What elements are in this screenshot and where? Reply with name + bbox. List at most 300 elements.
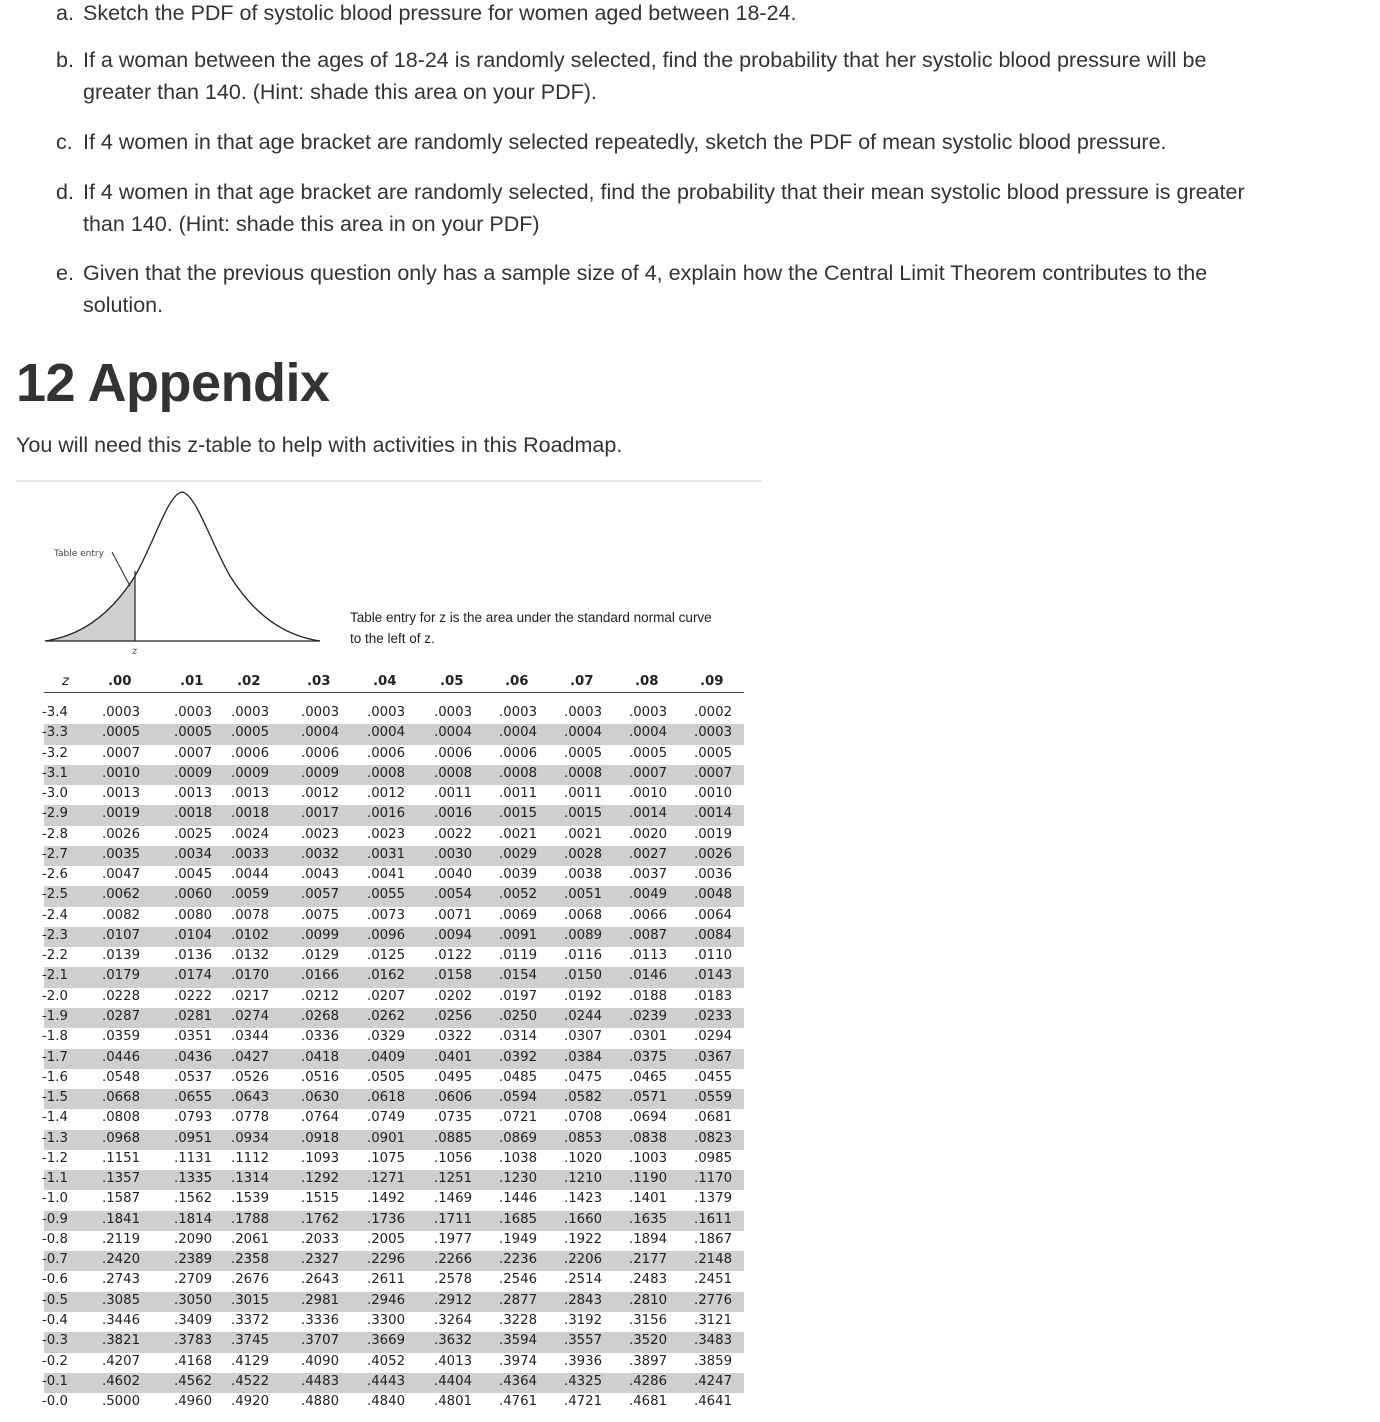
table-cell: .0003 bbox=[564, 705, 603, 720]
table-cell: .2843 bbox=[564, 1292, 603, 1308]
table-cell: .2451 bbox=[694, 1272, 733, 1288]
table-cell: .0268 bbox=[301, 1008, 340, 1024]
table-cell: .2420 bbox=[102, 1252, 141, 1268]
table-cell: .0037 bbox=[629, 867, 668, 883]
z-value: -0.6 bbox=[42, 1272, 68, 1288]
table-cell: .0087 bbox=[629, 927, 668, 943]
table-cell: .0008 bbox=[434, 765, 473, 781]
table-cell: .0018 bbox=[174, 806, 213, 822]
table-cell: .0035 bbox=[102, 846, 141, 862]
table-cell: .2148 bbox=[694, 1252, 733, 1268]
table-row bbox=[44, 1251, 744, 1271]
z-value: -1.7 bbox=[42, 1049, 68, 1065]
caption-line-1: Table entry for z is the area under the standard normal curve bbox=[350, 610, 712, 625]
table-cell: .1841 bbox=[102, 1211, 141, 1227]
table-row bbox=[44, 1109, 744, 1129]
table-cell: .0455 bbox=[694, 1069, 733, 1085]
column-header: .09 bbox=[700, 674, 724, 689]
table-cell: .3936 bbox=[564, 1353, 603, 1369]
table-cell: .0708 bbox=[564, 1110, 603, 1126]
table-cell: .3859 bbox=[694, 1353, 733, 1369]
table-cell: .0516 bbox=[301, 1069, 340, 1085]
z-value: -2.9 bbox=[42, 806, 68, 822]
table-cell: .1210 bbox=[564, 1171, 603, 1187]
table-cell: .0146 bbox=[629, 968, 668, 984]
table-cell: .2981 bbox=[301, 1292, 340, 1308]
table-cell: .0034 bbox=[174, 846, 213, 862]
table-cell: .0011 bbox=[499, 786, 538, 802]
table-cell: .4721 bbox=[564, 1394, 603, 1410]
table-cell: .1056 bbox=[434, 1150, 473, 1166]
z-table bbox=[44, 672, 744, 1413]
question-label: a. bbox=[56, 1, 74, 25]
table-cell: .1003 bbox=[629, 1150, 668, 1166]
table-cell: .0019 bbox=[694, 826, 733, 842]
table-cell: .4681 bbox=[629, 1394, 668, 1410]
table-row bbox=[44, 704, 744, 724]
table-cell: .0096 bbox=[367, 927, 406, 943]
table-row bbox=[44, 1312, 744, 1332]
table-cell: .0207 bbox=[367, 988, 406, 1004]
table-cell: .2546 bbox=[499, 1272, 538, 1288]
table-cell: .2005 bbox=[367, 1231, 406, 1247]
table-cell: .4960 bbox=[174, 1394, 213, 1410]
table-cell: .0078 bbox=[231, 907, 270, 923]
table-cell: .0003 bbox=[231, 705, 270, 720]
table-cell: .0594 bbox=[499, 1090, 538, 1106]
table-cell: .0028 bbox=[564, 846, 603, 862]
z-value: -0.3 bbox=[42, 1333, 68, 1349]
table-cell: .4483 bbox=[301, 1373, 340, 1389]
table-cell: .0359 bbox=[102, 1029, 141, 1045]
table-cell: .0009 bbox=[231, 765, 270, 781]
table-cell: .0006 bbox=[231, 745, 270, 761]
table-cell: .3707 bbox=[301, 1333, 340, 1349]
table-cell: .0030 bbox=[434, 846, 473, 862]
table-cell: .0132 bbox=[231, 948, 270, 964]
table-cell: .0192 bbox=[564, 988, 603, 1004]
table-cell: .1922 bbox=[564, 1231, 603, 1247]
table-cell: .4207 bbox=[102, 1353, 141, 1369]
z-value: -2.1 bbox=[42, 968, 68, 984]
z-value: -2.6 bbox=[42, 867, 68, 883]
table-cell: .0934 bbox=[231, 1130, 270, 1146]
column-header: .06 bbox=[505, 674, 529, 689]
table-cell: .1038 bbox=[499, 1150, 538, 1166]
table-cell: .0119 bbox=[499, 948, 538, 964]
table-cell: .1379 bbox=[694, 1191, 733, 1207]
table-cell: .1357 bbox=[102, 1171, 141, 1187]
z-value: -2.5 bbox=[42, 887, 68, 903]
table-cell: .2266 bbox=[434, 1252, 473, 1268]
table-cell: .0010 bbox=[102, 765, 141, 781]
column-header: .05 bbox=[440, 674, 464, 689]
table-cell: .0150 bbox=[564, 968, 603, 984]
table-cell: .1562 bbox=[174, 1191, 213, 1207]
table-cell: .1446 bbox=[499, 1191, 538, 1207]
table-cell: .0036 bbox=[694, 867, 733, 883]
column-header: .04 bbox=[373, 674, 397, 689]
table-cell: .2389 bbox=[174, 1252, 213, 1268]
table-cell: .2177 bbox=[629, 1252, 668, 1268]
table-cell: .3409 bbox=[174, 1312, 213, 1328]
table-cell: .0038 bbox=[564, 867, 603, 883]
z-value: -0.7 bbox=[42, 1252, 68, 1268]
table-cell: .2090 bbox=[174, 1231, 213, 1247]
table-cell: .0003 bbox=[694, 725, 733, 741]
table-cell: .4443 bbox=[367, 1373, 406, 1389]
table-cell: .0023 bbox=[301, 826, 340, 842]
table-cell: .3228 bbox=[499, 1312, 538, 1328]
column-header: .00 bbox=[108, 674, 132, 689]
table-cell: .0011 bbox=[564, 786, 603, 802]
z-value: -1.8 bbox=[42, 1029, 68, 1045]
table-row bbox=[44, 1271, 744, 1291]
table-cell: .0049 bbox=[629, 887, 668, 903]
table-cell: .1492 bbox=[367, 1191, 406, 1207]
column-header: .03 bbox=[307, 674, 331, 689]
table-cell: .0418 bbox=[301, 1049, 340, 1065]
table-cell: .0091 bbox=[499, 927, 538, 943]
table-cell: .0179 bbox=[102, 968, 141, 984]
section-intro: You will need this z-table to help with activities in this Roadmap. bbox=[16, 433, 623, 457]
table-cell: .0170 bbox=[231, 968, 270, 984]
table-cell: .0048 bbox=[694, 887, 733, 903]
table-cell: .0089 bbox=[564, 927, 603, 943]
table-cell: .0136 bbox=[174, 948, 213, 964]
caption-line-2: to the left of z. bbox=[350, 631, 435, 646]
table-cell: .4522 bbox=[231, 1373, 270, 1389]
table-cell: .0475 bbox=[564, 1069, 603, 1085]
z-value: -2.8 bbox=[42, 826, 68, 842]
table-cell: .0005 bbox=[564, 745, 603, 761]
table-cell: .0643 bbox=[231, 1090, 270, 1106]
table-cell: .4247 bbox=[694, 1373, 733, 1389]
table-cell: .3557 bbox=[564, 1333, 603, 1349]
table-row bbox=[44, 1231, 744, 1251]
z-value: -3.1 bbox=[42, 765, 68, 781]
table-cell: .0080 bbox=[174, 907, 213, 923]
table-cell: .1131 bbox=[174, 1150, 213, 1166]
table-cell: .0158 bbox=[434, 968, 473, 984]
table-cell: .0008 bbox=[499, 765, 538, 781]
table-cell: .1335 bbox=[174, 1171, 213, 1187]
z-value: -1.5 bbox=[42, 1090, 68, 1106]
table-cell: .0039 bbox=[499, 867, 538, 883]
table-cell: .1271 bbox=[367, 1171, 406, 1187]
table-cell: .0004 bbox=[434, 725, 473, 741]
z-value: -0.4 bbox=[42, 1312, 68, 1328]
table-cell: .1515 bbox=[301, 1191, 340, 1207]
table-cell: .2946 bbox=[367, 1292, 406, 1308]
table-cell: .0020 bbox=[629, 826, 668, 842]
table-cell: .0143 bbox=[694, 968, 733, 984]
z-axis-label: z bbox=[132, 646, 138, 656]
table-cell: .2033 bbox=[301, 1231, 340, 1247]
z-value: -0.0 bbox=[42, 1394, 68, 1410]
table-row bbox=[44, 1211, 744, 1231]
table-cell: .2119 bbox=[102, 1231, 141, 1247]
z-value: -2.4 bbox=[42, 907, 68, 923]
table-cell: .0008 bbox=[564, 765, 603, 781]
table-cell: .1314 bbox=[231, 1171, 270, 1187]
table-cell: .0526 bbox=[231, 1069, 270, 1085]
table-cell: .0495 bbox=[434, 1069, 473, 1085]
table-cell: .0014 bbox=[629, 806, 668, 822]
table-row bbox=[44, 724, 744, 744]
table-cell: .1112 bbox=[231, 1150, 270, 1166]
table-cell: .1292 bbox=[301, 1171, 340, 1187]
table-cell: .4286 bbox=[629, 1373, 668, 1389]
table-cell: .2327 bbox=[301, 1252, 340, 1268]
table-cell: .0013 bbox=[231, 786, 270, 802]
table-cell: .0045 bbox=[174, 867, 213, 883]
table-cell: .0004 bbox=[564, 725, 603, 741]
table-row bbox=[44, 967, 744, 987]
table-row bbox=[44, 805, 744, 825]
table-cell: .0392 bbox=[499, 1049, 538, 1065]
table-cell: .0222 bbox=[174, 988, 213, 1004]
table-cell: .2877 bbox=[499, 1292, 538, 1308]
table-cell: .0427 bbox=[231, 1049, 270, 1065]
table-cell: .0367 bbox=[694, 1049, 733, 1065]
table-row bbox=[44, 907, 744, 927]
table-cell: .0183 bbox=[694, 988, 733, 1004]
table-cell: .0082 bbox=[102, 907, 141, 923]
table-cell: .0044 bbox=[231, 867, 270, 883]
table-cell: .1020 bbox=[564, 1150, 603, 1166]
z-value: -3.0 bbox=[42, 786, 68, 802]
table-cell: .0188 bbox=[629, 988, 668, 1004]
table-cell: .0026 bbox=[694, 846, 733, 862]
table-cell: .0004 bbox=[367, 725, 406, 741]
table-cell: .0043 bbox=[301, 867, 340, 883]
z-value: -2.2 bbox=[42, 948, 68, 964]
table-cell: .0007 bbox=[102, 745, 141, 761]
table-cell: .0015 bbox=[499, 806, 538, 822]
table-cell: .4013 bbox=[434, 1353, 473, 1369]
z-value: -0.8 bbox=[42, 1231, 68, 1247]
table-cell: .0022 bbox=[434, 826, 473, 842]
table-cell: .0099 bbox=[301, 927, 340, 943]
table-cell: .0329 bbox=[367, 1029, 406, 1045]
table-cell: .4090 bbox=[301, 1353, 340, 1369]
table-cell: .0005 bbox=[231, 725, 270, 741]
table-cell: .0256 bbox=[434, 1008, 473, 1024]
table-cell: .0003 bbox=[174, 705, 213, 720]
table-cell: .0294 bbox=[694, 1029, 733, 1045]
table-cell: .0314 bbox=[499, 1029, 538, 1045]
table-cell: .2061 bbox=[231, 1231, 270, 1247]
table-cell: .0073 bbox=[367, 907, 406, 923]
table-row bbox=[44, 1332, 744, 1352]
table-cell: .3632 bbox=[434, 1333, 473, 1349]
question-text: If 4 women in that age bracket are randomly selected, find the probability that their mean systolic blood pressure is greater bbox=[83, 180, 1245, 204]
table-cell: .0066 bbox=[629, 907, 668, 923]
question-d bbox=[56, 176, 1366, 240]
question-e bbox=[56, 257, 1366, 321]
table-cell: .0004 bbox=[301, 725, 340, 741]
table-cell: .0250 bbox=[499, 1008, 538, 1024]
z-value: -0.1 bbox=[42, 1373, 68, 1389]
table-cell: .0012 bbox=[367, 786, 406, 802]
table-cell: .0007 bbox=[629, 765, 668, 781]
table-cell: .0281 bbox=[174, 1008, 213, 1024]
table-row bbox=[44, 1170, 744, 1190]
table-cell: .0031 bbox=[367, 846, 406, 862]
table-cell: .0069 bbox=[499, 907, 538, 923]
table-cell: .0853 bbox=[564, 1130, 603, 1146]
table-cell: .2676 bbox=[231, 1272, 270, 1288]
table-cell: .0060 bbox=[174, 887, 213, 903]
table-cell: .0559 bbox=[694, 1090, 733, 1106]
table-cell: .3520 bbox=[629, 1333, 668, 1349]
table-cell: .0006 bbox=[367, 745, 406, 761]
table-cell: .1190 bbox=[629, 1171, 668, 1187]
table-cell: .1170 bbox=[694, 1171, 733, 1187]
table-cell: .0409 bbox=[367, 1049, 406, 1065]
table-cell: .1401 bbox=[629, 1191, 668, 1207]
table-cell: .1611 bbox=[694, 1211, 733, 1227]
table-row bbox=[44, 886, 744, 906]
table-cell: .0003 bbox=[629, 705, 668, 720]
table-row bbox=[44, 745, 744, 765]
table-cell: .0010 bbox=[694, 786, 733, 802]
table-row bbox=[44, 1049, 744, 1069]
table-row bbox=[44, 1292, 744, 1312]
question-c bbox=[56, 126, 1366, 158]
table-cell: .0009 bbox=[174, 765, 213, 781]
table-row bbox=[44, 988, 744, 1008]
question-text: If 4 women in that age bracket are randomly selected repeatedly, sketch the PDF of mean systolic blood pressure. bbox=[83, 130, 1167, 154]
table-cell: .3897 bbox=[629, 1353, 668, 1369]
table-cell: .4129 bbox=[231, 1353, 270, 1369]
table-cell: .3192 bbox=[564, 1312, 603, 1328]
table-cell: .0006 bbox=[301, 745, 340, 761]
table-cell: .0287 bbox=[102, 1008, 141, 1024]
z-value: -1.0 bbox=[42, 1191, 68, 1207]
table-cell: .0013 bbox=[102, 786, 141, 802]
table-cell: .2296 bbox=[367, 1252, 406, 1268]
table-cell: .3483 bbox=[694, 1333, 733, 1349]
question-label: c. bbox=[56, 130, 73, 154]
table-cell: .0027 bbox=[629, 846, 668, 862]
table-cell: .0059 bbox=[231, 887, 270, 903]
table-cell: .0003 bbox=[102, 705, 141, 720]
table-cell: .0107 bbox=[102, 927, 141, 943]
table-cell: .0116 bbox=[564, 948, 603, 964]
table-cell: .0005 bbox=[102, 725, 141, 741]
table-cell: .0630 bbox=[301, 1090, 340, 1106]
table-cell: .2236 bbox=[499, 1252, 538, 1268]
table-cell: .2358 bbox=[231, 1252, 270, 1268]
table-cell: .2611 bbox=[367, 1272, 406, 1288]
table-cell: .0013 bbox=[174, 786, 213, 802]
z-value: -0.9 bbox=[42, 1211, 68, 1227]
table-cell: .0040 bbox=[434, 867, 473, 883]
table-cell: .3372 bbox=[231, 1312, 270, 1328]
table-cell: .4840 bbox=[367, 1394, 406, 1410]
table-cell: .0918 bbox=[301, 1130, 340, 1146]
table-cell: .0019 bbox=[102, 806, 141, 822]
normal-curve-figure bbox=[40, 486, 360, 656]
z-value: -0.2 bbox=[42, 1353, 68, 1369]
table-cell: .3050 bbox=[174, 1292, 213, 1308]
divider bbox=[16, 480, 762, 482]
table-cell: .1230 bbox=[499, 1171, 538, 1187]
z-value: -3.3 bbox=[42, 725, 68, 741]
table-cell: .0322 bbox=[434, 1029, 473, 1045]
table-cell: .0029 bbox=[499, 846, 538, 862]
table-cell: .0051 bbox=[564, 887, 603, 903]
table-entry-label: Table entry bbox=[54, 549, 104, 559]
table-cell: .3669 bbox=[367, 1333, 406, 1349]
table-cell: .2206 bbox=[564, 1252, 603, 1268]
table-cell: .0003 bbox=[499, 705, 538, 720]
table-row bbox=[44, 785, 744, 805]
table-cell: .0102 bbox=[231, 927, 270, 943]
question-text: Given that the previous question only has a sample size of 4, explain how the Central Limit Theorem contributes to the bbox=[83, 261, 1208, 285]
table-cell: .0793 bbox=[174, 1110, 213, 1126]
table-cell: .1660 bbox=[564, 1211, 603, 1227]
table-row bbox=[44, 1393, 744, 1413]
table-cell: .0823 bbox=[694, 1130, 733, 1146]
table-cell: .0064 bbox=[694, 907, 733, 923]
table-cell: .0174 bbox=[174, 968, 213, 984]
question-text-continued: greater than 140. (Hint: shade this area on your PDF). bbox=[83, 80, 597, 104]
table-cell: .1539 bbox=[231, 1191, 270, 1207]
table-cell: .0007 bbox=[694, 765, 733, 781]
z-value: -2.0 bbox=[42, 988, 68, 1004]
table-row bbox=[44, 866, 744, 886]
table-row bbox=[44, 1089, 744, 1109]
table-cell: .3121 bbox=[694, 1312, 733, 1328]
table-cell: .0025 bbox=[174, 826, 213, 842]
table-cell: .1894 bbox=[629, 1231, 668, 1247]
z-value: -1.3 bbox=[42, 1130, 68, 1146]
table-cell: .0057 bbox=[301, 887, 340, 903]
z-value: -0.5 bbox=[42, 1292, 68, 1308]
table-cell: .0778 bbox=[231, 1110, 270, 1126]
table-row bbox=[44, 1069, 744, 1089]
table-cell: .0062 bbox=[102, 887, 141, 903]
column-header: .08 bbox=[635, 674, 659, 689]
table-row bbox=[44, 826, 744, 846]
table-cell: .4364 bbox=[499, 1373, 538, 1389]
table-row bbox=[44, 1150, 744, 1170]
table-cell: .0055 bbox=[367, 887, 406, 903]
table-cell: .3336 bbox=[301, 1312, 340, 1328]
table-cell: .0032 bbox=[301, 846, 340, 862]
table-cell: .0021 bbox=[564, 826, 603, 842]
table-cell: .4325 bbox=[564, 1373, 603, 1389]
table-cell: .1867 bbox=[694, 1231, 733, 1247]
section-title: 12 Appendix bbox=[16, 353, 330, 413]
table-cell: .0026 bbox=[102, 826, 141, 842]
table-cell: .4641 bbox=[694, 1394, 733, 1410]
table-cell: .0336 bbox=[301, 1029, 340, 1045]
table-cell: .1469 bbox=[434, 1191, 473, 1207]
table-cell: .0068 bbox=[564, 907, 603, 923]
table-cell: .0075 bbox=[301, 907, 340, 923]
table-cell: .0217 bbox=[231, 988, 270, 1004]
table-cell: .0005 bbox=[629, 745, 668, 761]
table-row bbox=[44, 1028, 744, 1048]
table-cell: .0838 bbox=[629, 1130, 668, 1146]
table-cell: .0485 bbox=[499, 1069, 538, 1085]
table-cell: .2709 bbox=[174, 1272, 213, 1288]
question-text: If a woman between the ages of 18-24 is randomly selected, find the probability that her systolic blood pressure will be bbox=[83, 48, 1207, 72]
